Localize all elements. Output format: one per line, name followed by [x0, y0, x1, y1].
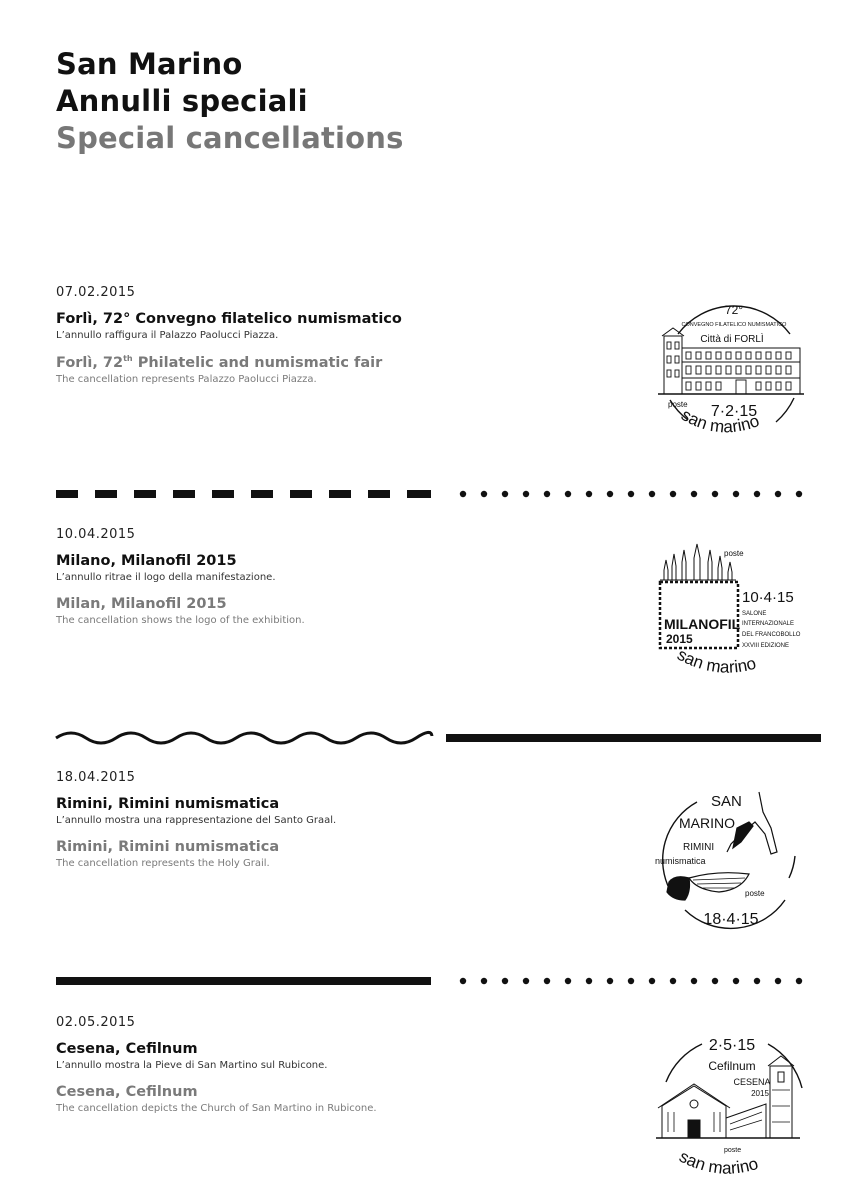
- stamp-milano-info2: INTERNAZIONALE: [742, 621, 795, 627]
- stamp-forli-postmark: [648, 290, 818, 450]
- stamp-rimini-marino: MARINO: [679, 815, 735, 831]
- stamp-cesena-poste: poste: [724, 1147, 742, 1154]
- stamp-milano-date: 10·4·15: [742, 589, 794, 606]
- entry-title-english: Rimini, Rimini numismatica: [56, 839, 280, 855]
- entry-title-italian: Rimini, Rimini numismatica: [56, 796, 280, 812]
- entry-title-italian: Cesena, Cefilnum: [56, 1041, 198, 1057]
- entry-description-english: The cancellation depicts the Church of San Martino in Rubicone.: [56, 1103, 377, 1114]
- stamp-rimini-san: SAN: [711, 793, 742, 810]
- stamp-milano-info3: DEL FRANCOBOLLO: [742, 632, 801, 638]
- entry-description-italian: L’annullo mostra la Pieve di San Martino sul Rubicone.: [56, 1060, 328, 1071]
- title-line-1: San Marino: [56, 47, 243, 81]
- title-line-3-english: Special cancellations: [56, 121, 404, 155]
- entry-description-english: The cancellation represents Palazzo Paolucci Piazza.: [56, 373, 317, 385]
- stamp-rimini-numismatica: numismatica: [655, 856, 706, 866]
- stamp-cesena-date: 2·5·15: [708, 1037, 756, 1054]
- entry-date: 07.02.2015: [56, 285, 136, 300]
- stamp-cesena-name: Cefilnum: [708, 1059, 756, 1073]
- stamp-forli-date: 7·2·15: [710, 403, 758, 420]
- stamp-rimini-date: 18·4·15: [703, 911, 759, 928]
- cancellation-entry-milano: [56, 527, 616, 626]
- stamp-cesena-bottom: san marino: [676, 1146, 761, 1178]
- cancellation-entry-cesena: [56, 1015, 616, 1114]
- entry-date: 02.05.2015: [56, 1015, 136, 1030]
- entry-description-english: The cancellation shows the logo of the exhibition.: [56, 615, 305, 626]
- entry-description-italian: L’annullo mostra una rappresentazione del Santo Graal.: [56, 815, 337, 826]
- stamp-rimini-rimini: RIMINI: [683, 842, 715, 853]
- stamp-milano-logo1: MILANOFIL: [664, 616, 741, 632]
- entry-description-italian: L’annullo ritrae il logo della manifestazione.: [56, 572, 276, 583]
- stamp-milano-info1: SALONE: [742, 611, 767, 617]
- stamp-cesena-city: CESENA: [733, 1077, 771, 1087]
- entry-description-english: The cancellation represents the Holy Grail.: [56, 858, 270, 869]
- stamp-milano-logo2: 2015: [666, 632, 693, 646]
- separator-wave-line: [0, 724, 855, 754]
- cancellation-entry-rimini: [56, 770, 616, 869]
- entry-date: 10.04.2015: [56, 527, 136, 542]
- title-line-2: Annulli speciali: [56, 84, 308, 118]
- stamp-forli-bottom: san marino: [678, 405, 762, 437]
- stamp-rimini-postmark: [645, 782, 815, 942]
- stamp-forli-top: 72°: [724, 303, 744, 317]
- title-en-sup: th: [123, 354, 133, 363]
- separator-line-dots: [0, 967, 855, 997]
- stamp-milano-postmark: [650, 540, 820, 695]
- stamp-rimini-poste: poste: [745, 889, 765, 898]
- stamp-cesena-year: 2015: [751, 1089, 769, 1098]
- entry-title-english: Cesena, Cefilnum: [56, 1084, 198, 1100]
- stamp-cesena-postmark: [648, 1028, 818, 1188]
- cancellation-entry-forli: [56, 285, 616, 385]
- separator-dashes-dots: [0, 480, 855, 510]
- stamp-milano-poste: poste: [724, 549, 744, 558]
- entry-title-italian: Forlì, 72° Convegno filatelico numismatico: [56, 311, 402, 327]
- page-title: [56, 46, 404, 157]
- title-en-main: Forlì, 72: [56, 354, 124, 371]
- entry-title-english: Milan, Milanofil 2015: [56, 596, 227, 612]
- title-en-rest: Philatelic and numismatic fair: [132, 354, 383, 371]
- entry-title-italian: Milano, Milanofil 2015: [56, 553, 237, 569]
- stamp-forli-city: Città di FORLÌ: [700, 334, 764, 345]
- entry-description-italian: L’annullo raffigura il Palazzo Paolucci Piazza.: [56, 330, 279, 341]
- entry-date: 18.04.2015: [56, 770, 136, 785]
- stamp-forli-poste: poste: [668, 400, 688, 409]
- stamp-milano-info4: XXVIII EDIZIONE: [742, 643, 790, 649]
- stamp-milano-bottom: san marino: [674, 644, 759, 677]
- stamp-forli-sub: CONVEGNO FILATELICO NUMISMATICO: [681, 322, 787, 328]
- entry-title-english: [56, 354, 616, 371]
